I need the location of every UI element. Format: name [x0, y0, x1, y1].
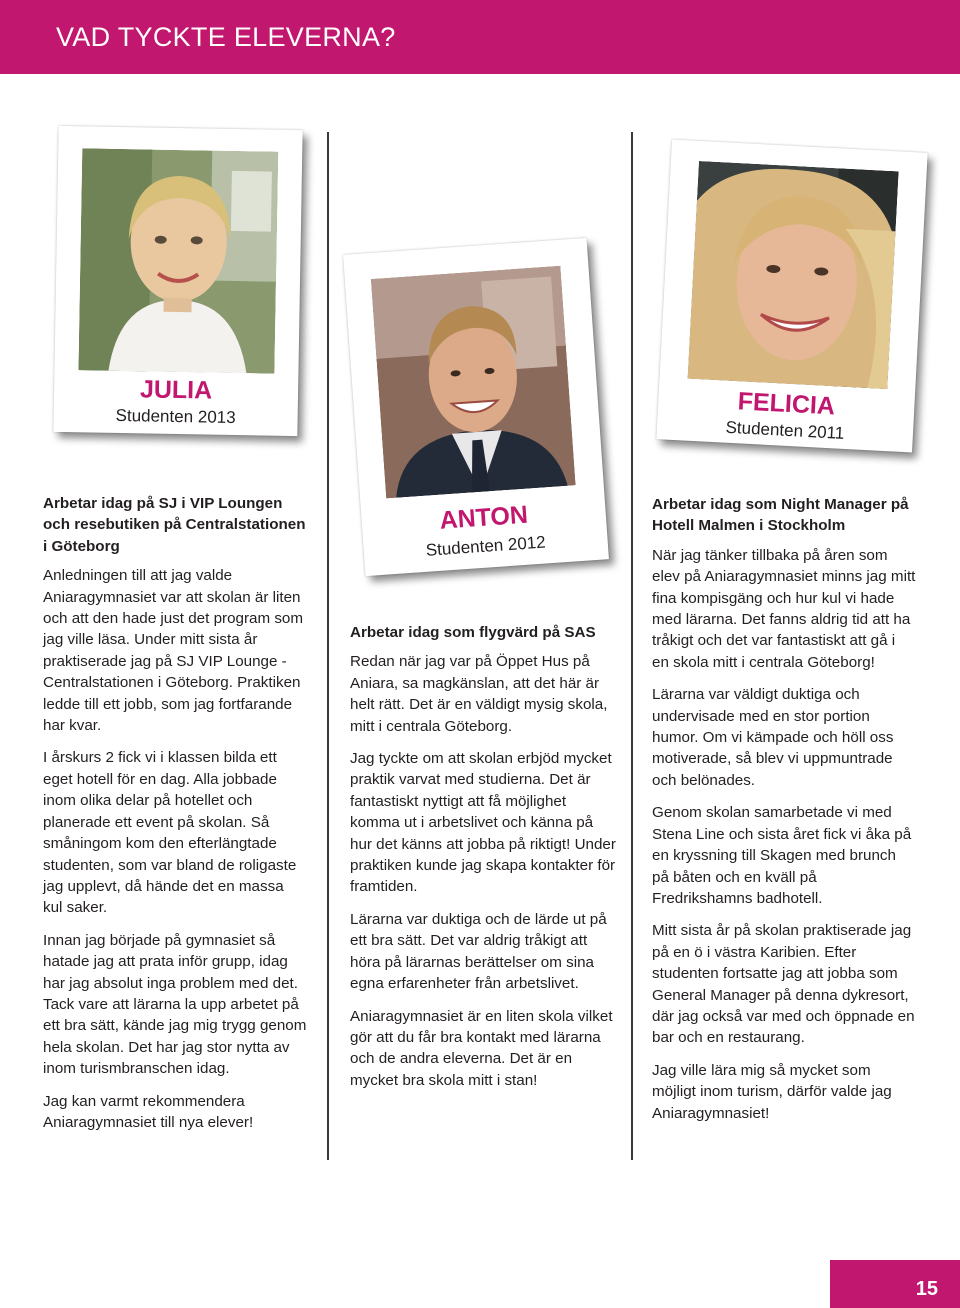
polaroid-julia	[53, 126, 302, 436]
column-divider-left	[327, 132, 329, 1160]
testimonial-paragraph: Genom skolan samarbetade vi med Stena Line och sista året fick vi åka på en kryssning till Skagen med brunch på båten och en kväll på Fredrikshamns badhotell.	[652, 804, 912, 907]
page-number-tab	[830, 1260, 960, 1308]
testimonial-felicia	[652, 494, 916, 1135]
testimonial-julia	[43, 493, 307, 1144]
testimonial-paragraph: Innan jag började på gymnasiet så hatade jag att prata inför grupp, idag har jag absolut inga problem med det. Tack vare att lärarna la upp arbetet på ett bra sätt, kände jag mig trygg genom hela skolan. Det har jag stor nytta av inom turismbranschen idag.	[43, 931, 307, 1078]
student-graduation-year: Studenten 2011	[725, 417, 845, 443]
polaroid-anton	[343, 238, 609, 576]
student-graduation-year: Studenten 2012	[425, 532, 547, 560]
student-graduation-year: Studenten 2013	[115, 405, 236, 428]
student-photo-julia	[78, 148, 278, 373]
job-heading: Arbetar idag på SJ i VIP Loungen och resebutiken på Centralstationen i Göteborg	[43, 495, 306, 555]
testimonial-paragraph: Aniaragymnasiet är en liten skola vilket gör att du får bra kontakt med lärarna och de andra eleverna. Det är en mycket bra skola mitt i stan!	[350, 1007, 613, 1089]
header-band	[0, 0, 960, 74]
testimonial-paragraph: Jag tyckte om att skolan erbjöd mycket praktik varvat med studierna. Det är fantastiskt nyttigt att få möjlighet komma ut i arbetslivet och känna på hur det känns att jobba på riktigt! Under praktiken kunde jag skapa kontakter för framtiden.	[350, 750, 616, 896]
student-name: FELICIA	[737, 387, 836, 421]
student-photo-felicia	[688, 161, 899, 389]
testimonial-paragraph: Redan när jag var på Öppet Hus på Aniara, sa magkänslan, att det här är helt rätt. Det är en väldigt mysig skola, mitt i centrala Göteborg.	[350, 653, 608, 735]
student-photo-anton	[371, 266, 576, 499]
testimonial-paragraph: I årskurs 2 fick vi i klassen bilda ett eget hotell för en dag. Alla jobbade inom olika delar på hotellet och planerade ett event på skolan. Så småningom kom den efterlängtade studenten, som var bland de roligaste jag upplevt, då hände det en massa kul saker.	[43, 749, 297, 917]
testimonial-paragraph: När jag tänker tillbaka på åren som elev på Aniaragymnasiet minns jag mitt fina kompisgäng och hur kul vi hade med lärarna. Det fanns aldrig tid att ha tråkigt och det var fantastiskt att gå i en skola mitt i centrala Göteborg!	[652, 546, 916, 671]
testimonial-anton	[350, 622, 616, 1102]
student-name: ANTON	[438, 500, 529, 535]
testimonial-paragraph: Anledningen till att jag valde Aniaragymnasiet var att skolan är liten och att den hade just det program som jag ville läsa. Under mitt sista år praktiserade jag på SJ VIP Lounge - Centralstationen i Göteborg. Praktiken ledde till ett jobb, som jag fortfarande har kvar.	[43, 567, 304, 735]
column-divider-right	[631, 132, 633, 1160]
student-name: JULIA	[139, 375, 213, 405]
page-number: 15	[915, 1278, 938, 1300]
testimonial-paragraph: Lärarna var duktiga och de lärde ut på ett bra sätt. Det var aldrig tråkigt att höra på lärarnas berättelser om sina egna erfarenheter från arbetslivet.	[350, 910, 607, 993]
job-heading: Arbetar idag som flygvärd på SAS	[350, 624, 596, 641]
testimonial-paragraph: Jag kan varmt rekommendera Aniaragymnasiet till nya elever!	[43, 1092, 254, 1131]
testimonial-paragraph: Jag ville lära mig så mycket som möjligt inom turism, därför valde jag Aniaragymnasiet!	[652, 1061, 892, 1122]
job-heading: Arbetar idag som Night Manager på Hotell Malmen i Stockholm	[652, 496, 909, 535]
testimonial-paragraph: Mitt sista år på skolan praktiserade jag på en ö i västra Karibien. Efter studenten fortsatte jag att jobba som General Manager på denna dykresort, där jag också var med och öppnade en bar och en restaurang.	[652, 922, 915, 1047]
page-title: VAD TYCKTE ELEVERNA?	[56, 22, 396, 52]
testimonial-paragraph: Lärarna var väldigt duktiga och undervisade med en stor portion humor. Om vi kämpade och höll oss motiverade, så blev vi uppmuntrade och belönades.	[652, 686, 894, 789]
polaroid-felicia	[656, 140, 927, 453]
